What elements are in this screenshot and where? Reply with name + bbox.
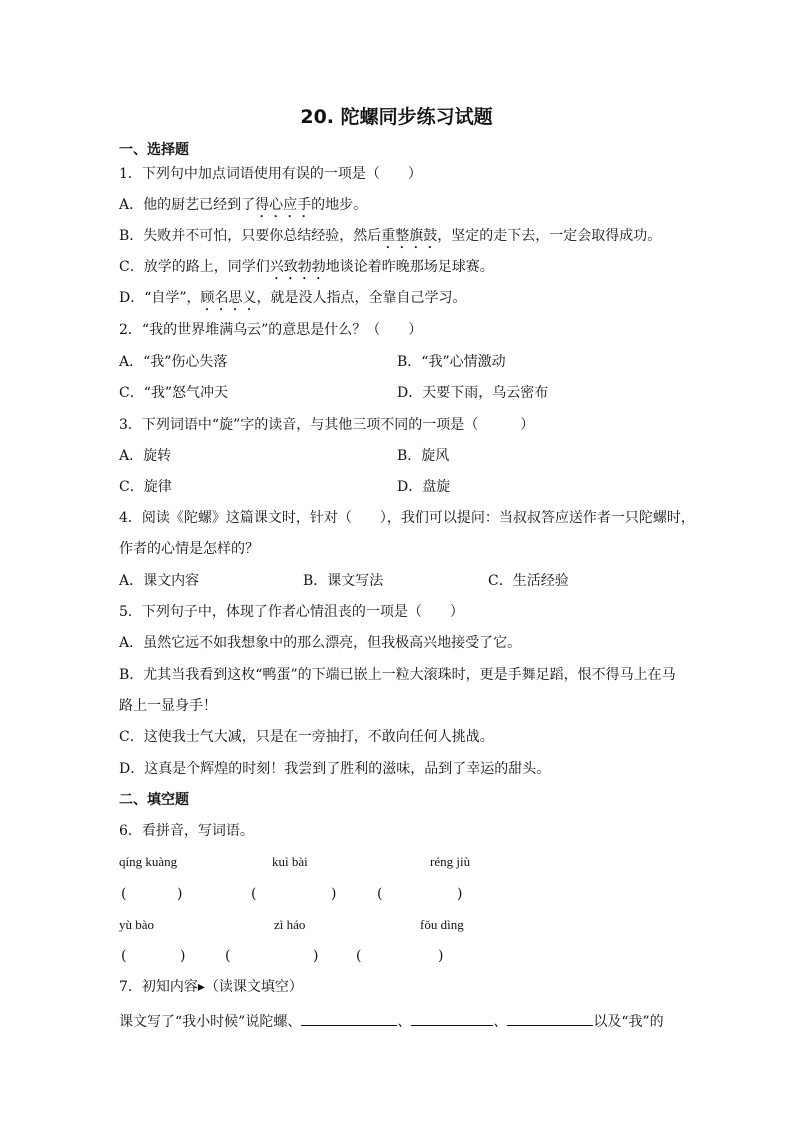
option-text: ，就是没人指点，全靠自己学习。 <box>256 290 467 306</box>
pinyin-1: qíng kuàng <box>119 854 178 869</box>
answer-box-6-open: ( <box>356 948 362 964</box>
fill-text-post: 以及“我”的 <box>593 1014 664 1030</box>
fill-separator: 、 <box>397 1014 412 1030</box>
dotted-word: 顾名思义 <box>200 290 257 306</box>
question-6-stem: 6．看拼音，写词语。 <box>119 823 254 839</box>
answer-box-1-close: ) <box>177 886 183 902</box>
question-4-stem-line-1: 4．阅读《陀螺》这篇课文时，针对（ ），我们可以提问：当叔叔答应送作者一只陀螺时， <box>119 510 695 526</box>
option-text: B．失败并不可怕，只要你总结经验，然后 <box>119 228 382 244</box>
section-heading-fill: 二、填空题 <box>119 792 189 808</box>
question-5-option-b-line-1: B．尤其当我看到这枚“鸭蛋”的下端已嵌上一粒大滚珠时，更是手舞足蹈，恨不得马上在马 <box>119 667 676 683</box>
question-2-option-a: A．“我”伤心失落 <box>119 354 228 370</box>
answer-box-4-open: ( <box>121 948 127 964</box>
question-1-stem: 1．下列句中加点词语使用有误的一项是（ ） <box>119 166 422 182</box>
question-7-fill-line <box>119 1009 664 1032</box>
pinyin-6: fǒu dìng <box>420 917 464 932</box>
question-2-option-d: D．天要下雨，乌云密布 <box>397 385 549 401</box>
pinyin-2: kuì bài <box>272 854 308 869</box>
answer-box-5-open: ( <box>225 948 231 964</box>
option-text: A．他的厨艺已经到了 <box>119 197 256 213</box>
question-1-option-c <box>119 257 494 283</box>
dotted-word: 兴致勃勃 <box>269 259 326 275</box>
question-3-option-c: C．旋律 <box>119 479 172 495</box>
question-5-option-a: A．虽然它远不如我想象中的那么漂亮，但我极高兴地接受了它。 <box>119 635 522 651</box>
section-heading-choice: 一、选择题 <box>119 142 189 158</box>
question-3-option-b: B．旋风 <box>397 448 450 464</box>
question-2-option-b: B．“我”心情激动 <box>397 354 506 370</box>
question-4-option-a: A．课文内容 <box>119 573 200 589</box>
question-5-option-d: D．这真是个辉煌的时刻！我尝到了胜利的滋味，品到了幸运的甜头。 <box>119 761 551 777</box>
option-text: D．“自学”， <box>119 290 201 306</box>
answer-box-1-open: ( <box>121 886 127 902</box>
answer-box-2-open: ( <box>251 886 257 902</box>
question-4-option-b: B．课文写法 <box>303 573 384 589</box>
option-text: ，坚定的走下去，一定会取得成功。 <box>437 228 662 244</box>
fill-text-pre: 课文写了“我小时候”说陀螺、 <box>119 1014 302 1030</box>
question-1-option-a <box>119 195 367 221</box>
page-title: 20. 陀螺同步练习试题 <box>300 106 493 128</box>
answer-box-5-close: ) <box>313 948 319 964</box>
fill-blank-3[interactable] <box>507 1009 593 1026</box>
option-text: 地谈论着昨晚那场足球赛。 <box>325 259 494 275</box>
option-text: C．放学的路上，同学们 <box>119 259 270 275</box>
answer-box-3-close: ) <box>457 886 463 902</box>
dotted-word: 得心应手 <box>255 197 312 213</box>
option-text: 的地步。 <box>311 197 368 213</box>
question-7-stem: 7．初知内容▸（读课文填空） <box>119 979 303 995</box>
question-3-option-a: A．旋转 <box>119 448 172 464</box>
answer-box-6-close: ) <box>438 948 444 964</box>
answer-box-3-open: ( <box>377 886 383 902</box>
pinyin-3: réng jiù <box>430 854 471 869</box>
question-3-stem: 3．下列词语中“旋”字的读音，与其他三项不同的一项是（ ） <box>119 417 535 433</box>
fill-separator: 、 <box>493 1014 508 1030</box>
question-1-option-d <box>119 288 467 314</box>
fill-blank-2[interactable] <box>411 1009 493 1026</box>
question-4-stem-line-2: 作者的心情是怎样的？ <box>119 541 259 557</box>
question-5-stem: 5．下列句子中，体现了作者心情沮丧的一项是（ ） <box>119 604 464 620</box>
pinyin-5: zì háo <box>274 917 306 932</box>
answer-box-4-close: ) <box>180 948 186 964</box>
question-5-option-b-line-2: 路上一显身手！ <box>119 698 217 714</box>
pinyin-4: yù bào <box>119 917 155 932</box>
question-5-option-c: C．这使我士气大减，只是在一旁抽打，不敢向任何人挑战。 <box>119 729 494 745</box>
question-2-stem: 2．“我的世界堆满乌云”的意思是什么？（ ） <box>119 322 423 338</box>
question-4-option-c: C．生活经验 <box>488 573 569 589</box>
question-1-option-b <box>119 226 661 252</box>
question-2-option-c: C．“我”怒气冲天 <box>119 385 229 401</box>
answer-box-2-close: ) <box>331 886 337 902</box>
dotted-word: 重整旗鼓 <box>381 228 438 244</box>
question-3-option-d: D．盘旋 <box>397 479 451 495</box>
fill-blank-1[interactable] <box>301 1009 397 1026</box>
